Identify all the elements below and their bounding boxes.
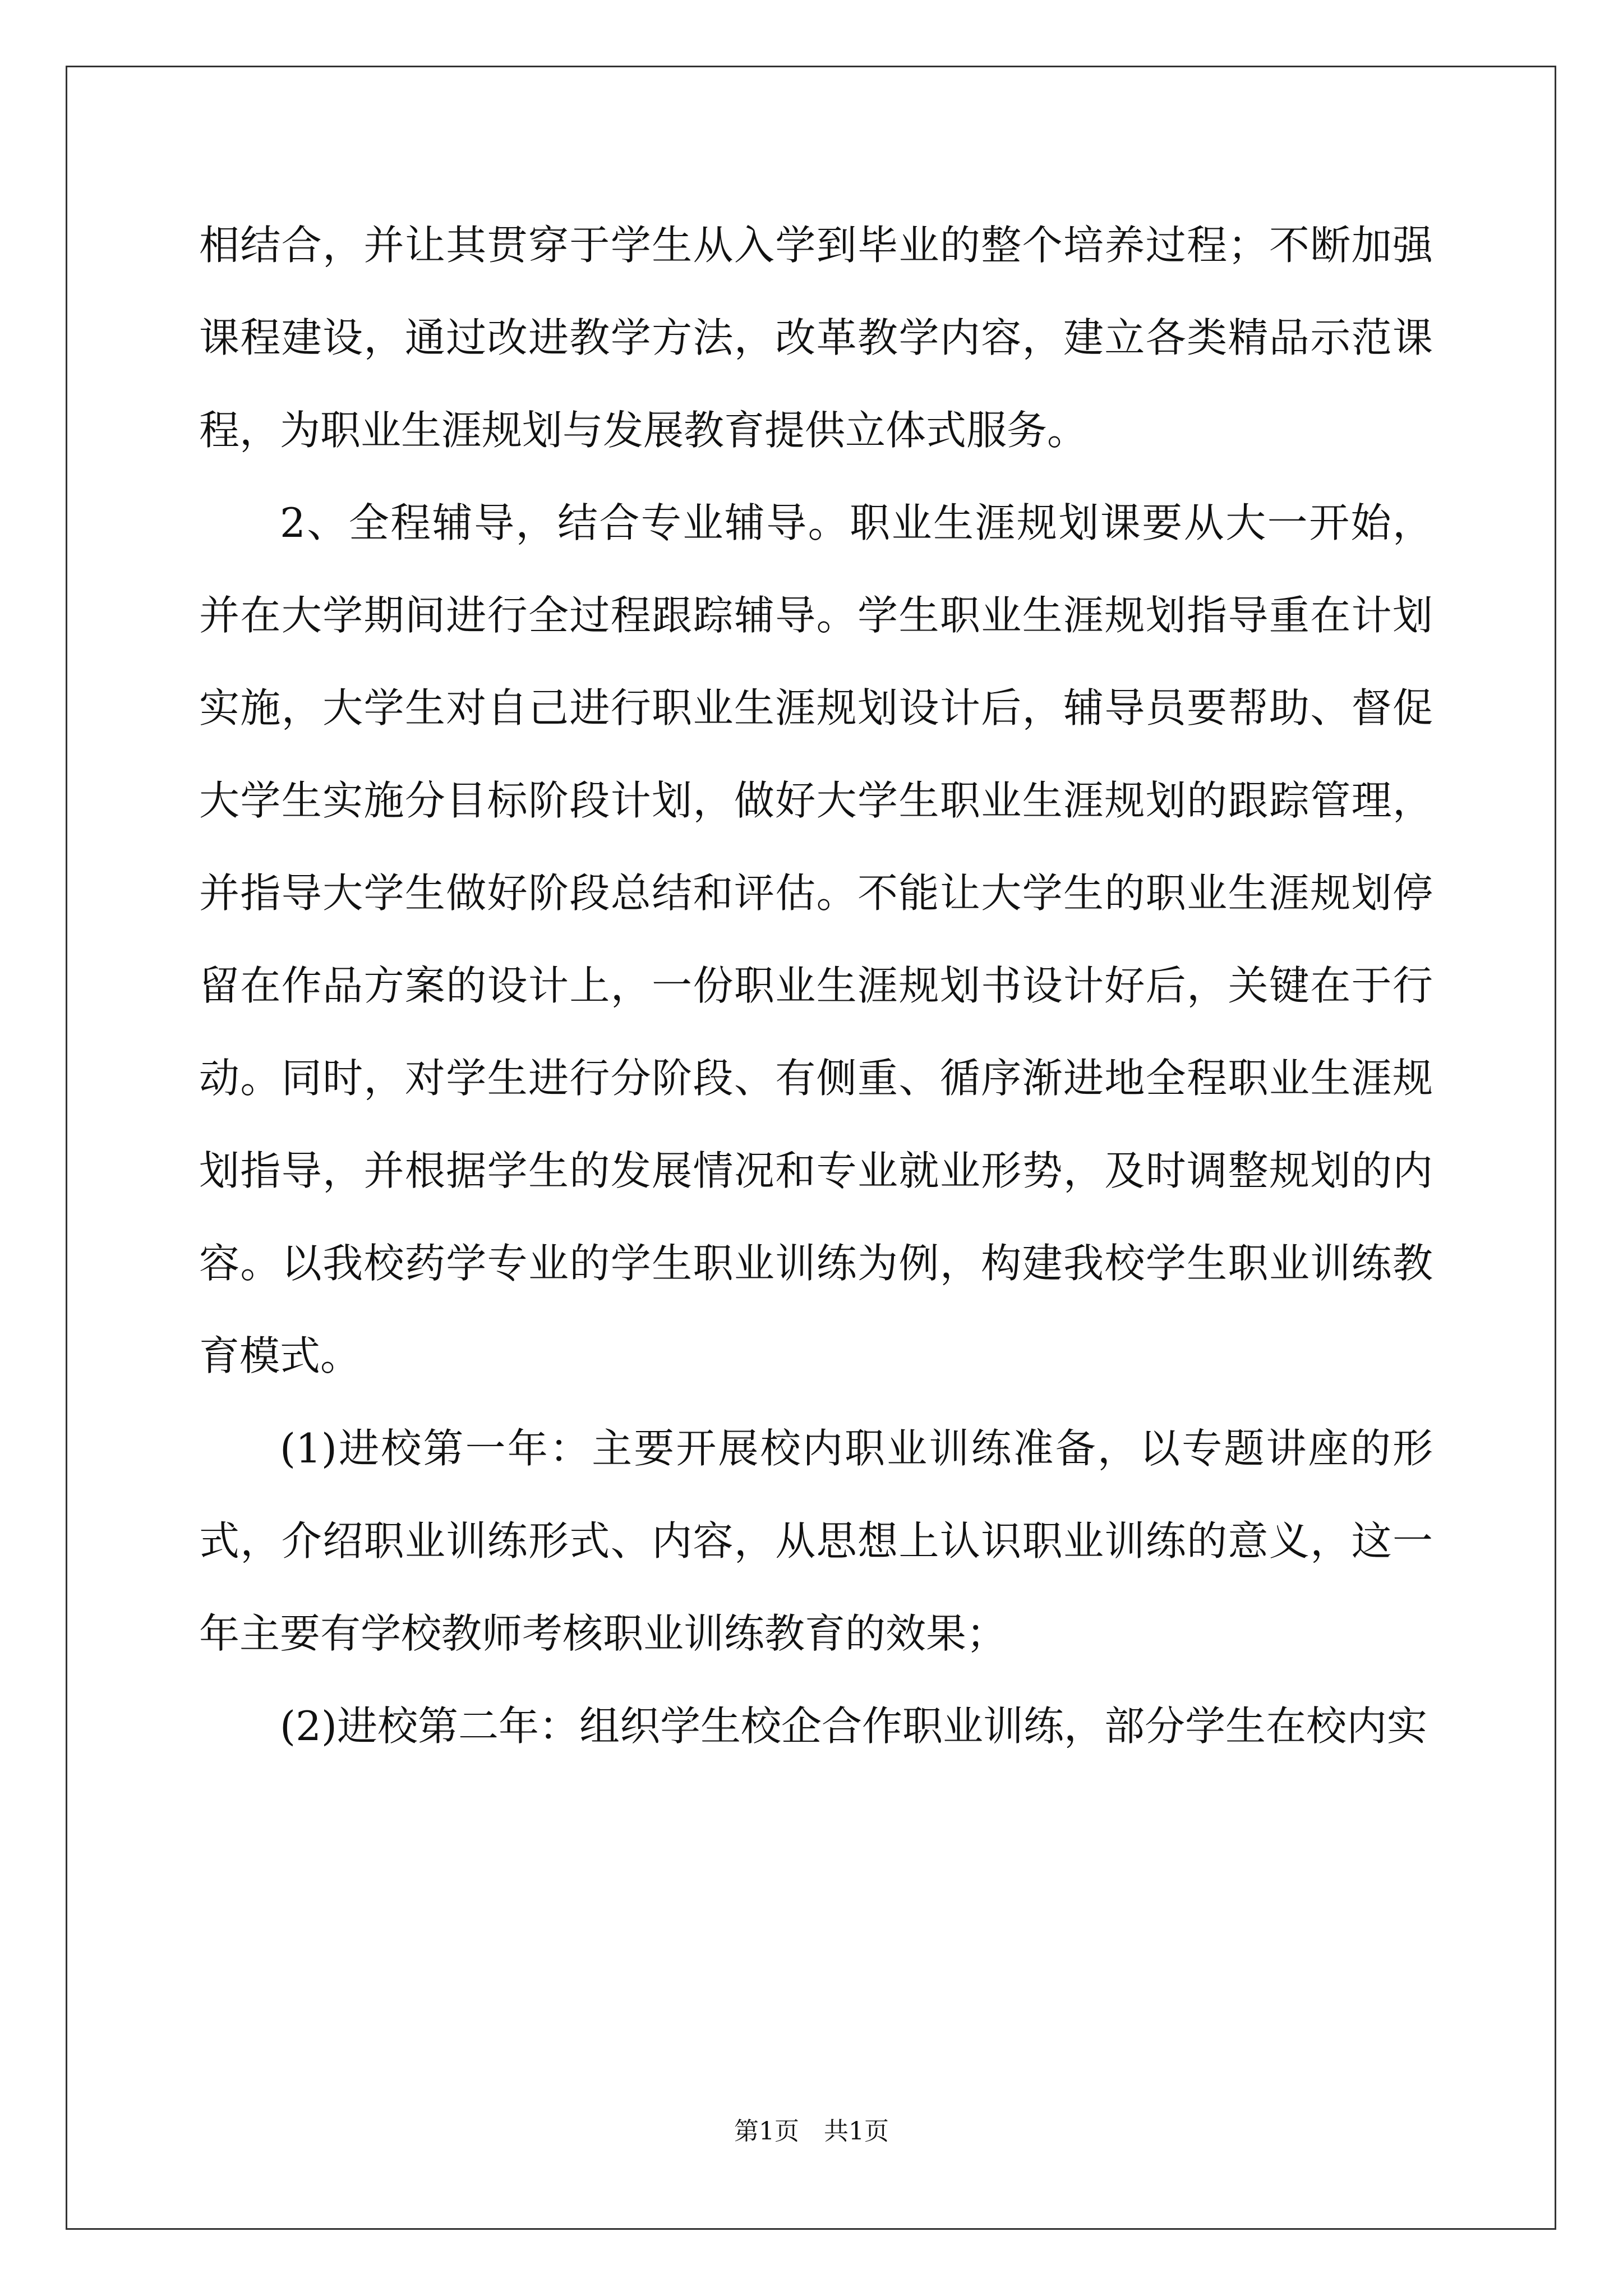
page-number-footer: 第1页 共1页 [734, 2117, 889, 2146]
paragraph-1: 相结合，并让其贯穿于学生从入学到毕业的整个培养过程；不断加强课程建设，通过改进教学方法，改革教学内容，建立各类精品示范课程，为职业生涯规划与发展教育提供立体式服务。 [199, 222, 1433, 454]
paragraph-2: 2、全程辅导，结合专业辅导。职业生涯规划课要从大一开始，并在大学期间进行全过程跟踪辅导。学生职业生涯规划指导重在计划实施，大学生对自己进行职业生涯规划设计后，辅导员要帮助、督促大学生实施分目标阶段计划，做好大学生职业生涯规划的跟踪管理，并指导大学生做好阶段总结和评估。不能让大学生的职业生涯规划停留在作品方案的设计上，一份职业生涯规划书设计好后，关键在于行动。同时，对学生进行分阶段、有侧重、循序渐进地全程职业生涯规划指导，并根据学生的发展情况和专业就业形势，及时调整规划的内容。以我校药学专业的学生职业训练为例，构建我校学生职业训练教育模式。 [199, 499, 1433, 1379]
document-body [199, 199, 1433, 1773]
paragraph-4: (2)进校第二年：组织学生校企合作职业训练，部分学生在校内实 [280, 1703, 1427, 1750]
paragraph-3: (1)进校第一年：主要开展校内职业训练准备，以专题讲座的形式，介绍职业训练形式、内容，从思想上认识职业训练的意义，这一年主要有学校教师考核职业训练教育的效果； [199, 1425, 1433, 1657]
